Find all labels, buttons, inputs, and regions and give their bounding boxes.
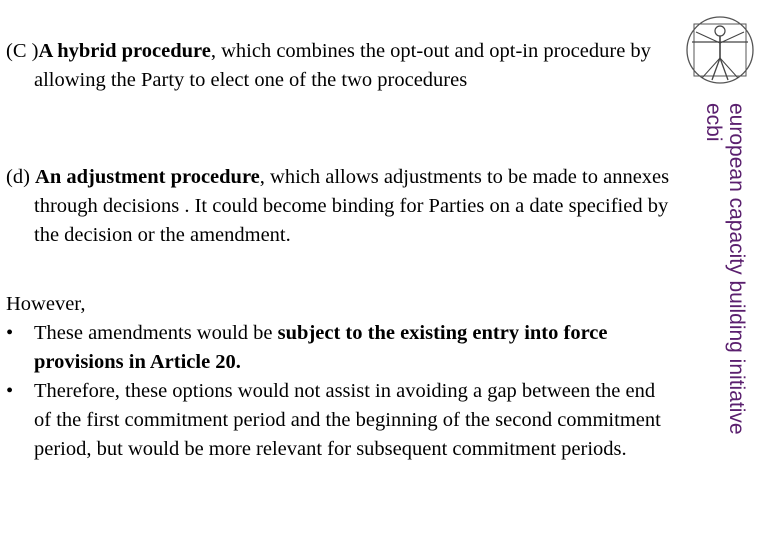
sidebar-branding — [698, 103, 748, 519]
paragraph-c-prefix: (C ) — [6, 40, 39, 62]
bullet-item — [6, 377, 666, 464]
vitruvian-man-icon — [684, 14, 756, 86]
bullet-bold-text: subject to the existing entry into force provisions in Article 20. — [34, 322, 608, 373]
however-label: However, — [6, 293, 86, 315]
paragraph-d-text: , which allows adjustments to be made to annexes through decisions . It could become binding for Parties on a date specified by the decision or the amendment. — [34, 166, 670, 246]
paragraph-hybrid-procedure — [6, 37, 674, 95]
bullet-marker: • — [6, 380, 14, 402]
bullet-marker: • — [6, 322, 14, 344]
paragraph-d-prefix: (d) — [6, 166, 36, 188]
paragraph-c-heading: A hybrid procedure — [38, 40, 211, 62]
sidebar-title: european capacity building initiative — [725, 103, 748, 435]
paragraph-d-heading: An adjustment procedure — [35, 166, 260, 188]
however-section — [6, 290, 666, 464]
bullet-text: These amendments would be — [34, 322, 278, 344]
paragraph-c-text: , which combines the opt-out and opt-in procedure by allowing the Party to elect one of the two procedures — [34, 40, 651, 91]
sidebar-acronym: ecbi — [702, 103, 725, 142]
bullet-item — [6, 319, 666, 377]
paragraph-adjustment-procedure — [6, 163, 694, 250]
bullet-text: Therefore, these options would not assist in avoiding a gap between the end of the first commitment period and the beginning of the second commitment period, but would be more relevant for subsequent commitment periods. — [34, 380, 661, 460]
